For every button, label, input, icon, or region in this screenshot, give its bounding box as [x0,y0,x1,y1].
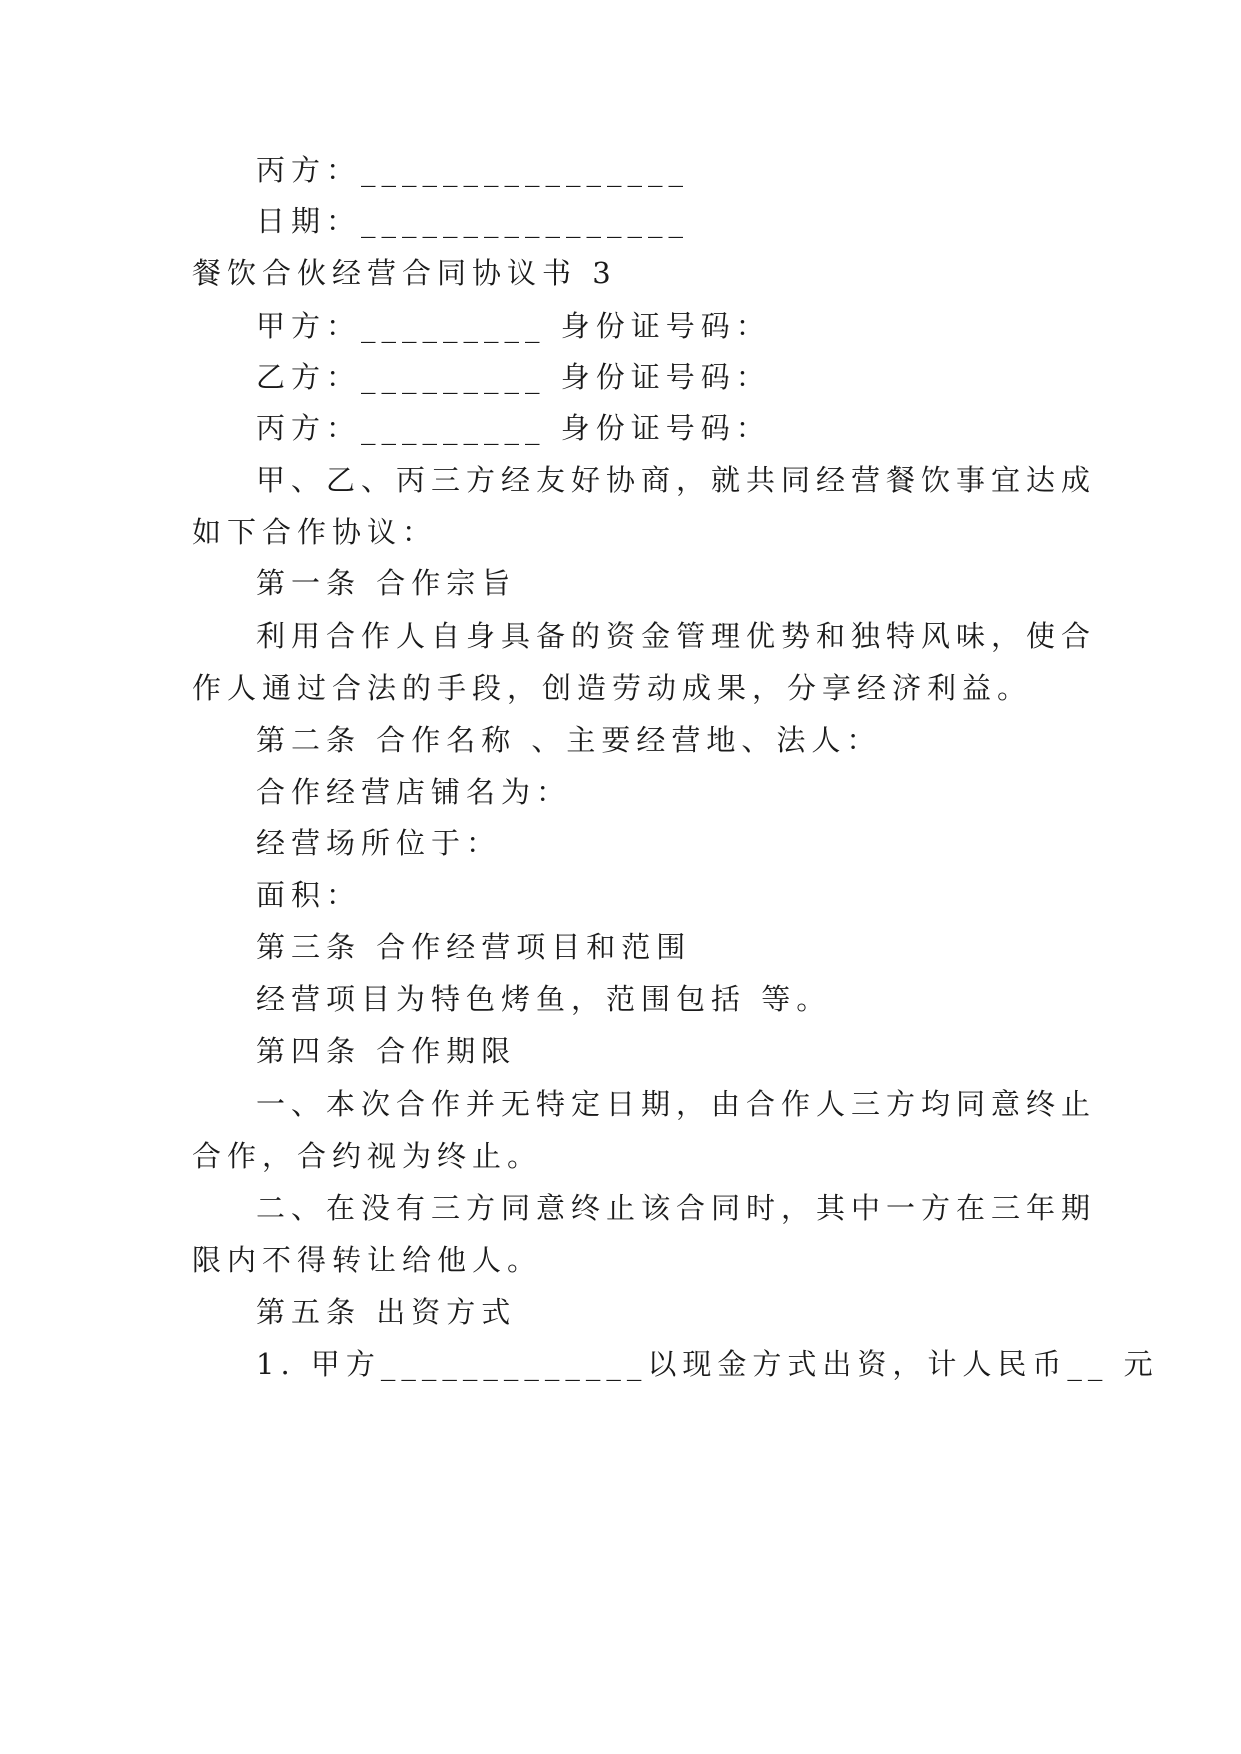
document-title: 餐饮合伙经营合同协议书 3 [192,256,617,290]
article-5-heading: 第五条 出资方式 [256,1295,517,1329]
article-4-heading: 第四条 合作期限 [256,1034,517,1068]
article-4-item-1-line-1: 一、本次合作并无特定日期，由合作人三方均同意终止 [256,1087,1097,1121]
party-c-signature-line: 丙方：________________ [256,153,690,187]
article-3-heading: 第三条 合作经营项目和范围 [256,930,692,964]
location-line: 经营场所位于： [256,826,502,860]
party-c-line: 丙方：_________ 身份证号码： [256,411,771,445]
article-1-text-line-2: 作人通过合法的手段，创造劳动成果，分享经济利益。 [192,671,1033,705]
party-a-line: 甲方：_________ 身份证号码： [256,309,771,343]
article-5-item-1: 1. 甲方_____________以现金方式出资，计人民币__ 元 [256,1347,1159,1381]
area-line: 面积： [256,878,362,912]
article-4-item-1-line-2: 合作，合约视为终止。 [192,1139,543,1173]
date-line: 日期：________________ [256,204,690,238]
article-2-heading: 第二条 合作名称 、主要经营地、法人： [256,723,882,757]
article-4-item-2-line-2: 限内不得转让给他人。 [192,1243,543,1277]
store-name-line: 合作经营店铺名为： [256,775,572,809]
article-3-text: 经营项目为特色烤鱼，范围包括 等。 [256,982,832,1016]
intro-paragraph-line-2: 如下合作协议： [192,515,438,549]
party-b-line: 乙方：_________ 身份证号码： [256,360,771,394]
article-1-heading: 第一条 合作宗旨 [256,566,517,600]
intro-paragraph-line-1: 甲、乙、丙三方经友好协商，就共同经营餐饮事宜达成 [256,463,1097,497]
article-4-item-2-line-1: 二、在没有三方同意终止该合同时，其中一方在三年期 [256,1191,1097,1225]
article-1-text-line-1: 利用合作人自身具备的资金管理优势和独特风味，使合 [256,619,1097,653]
